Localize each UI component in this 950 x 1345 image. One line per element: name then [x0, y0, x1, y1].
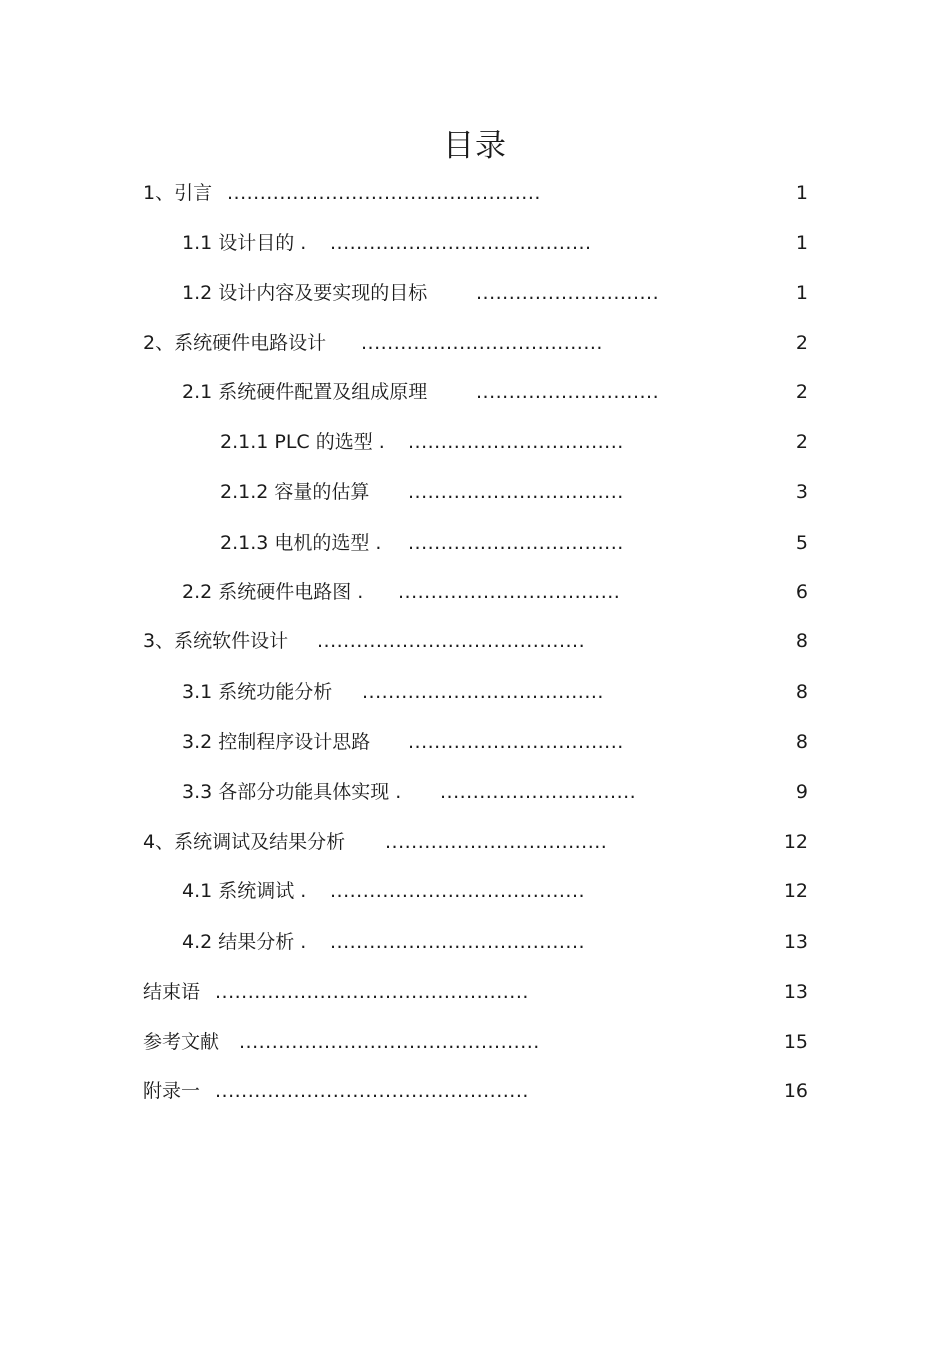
toc-entry-text: 3.3 各部分功能具体实现 . — [182, 781, 402, 803]
toc-entry-leader: ................................. — [408, 431, 624, 453]
toc-entry-page: 6 — [795, 581, 808, 603]
toc-entry-leader: ................................. — [408, 532, 624, 554]
toc-entry-text: 2.1.3 电机的选型 . — [220, 532, 382, 554]
toc-entry-leader: ............................ — [476, 282, 660, 304]
toc-entry — [182, 279, 808, 307]
toc-entry-page: 1 — [795, 232, 808, 254]
toc-entry-page: 3 — [795, 481, 808, 503]
toc-entry-leader: ............................ — [476, 381, 660, 403]
toc-entry-leader: ..................................... — [362, 681, 604, 703]
toc-entry-text: 1、引言 — [143, 182, 213, 204]
toc-entry-leader: ........................................ — [330, 232, 592, 254]
toc-entry-page: 13 — [783, 981, 808, 1003]
toc-entry-page: 8 — [795, 681, 808, 703]
toc-entry-text: 附录一 — [143, 1080, 201, 1102]
toc-entry-page: 2 — [795, 431, 808, 453]
toc-entry-page: 15 — [783, 1031, 808, 1053]
toc-entry-text: 3.1 系统功能分析 — [182, 681, 333, 703]
toc-entry-text: 4、系统调试及结果分析 — [143, 831, 346, 853]
toc-entry — [143, 1077, 808, 1105]
toc-entry-leader: .................................. — [385, 831, 608, 853]
toc-entry-leader: ................................................ — [227, 182, 541, 204]
toc-entry-page: 16 — [783, 1080, 808, 1102]
toc-entry-text: 4.2 结果分析 . — [182, 931, 307, 953]
toc-entry-page: 8 — [795, 630, 808, 652]
toc-entry-page: 12 — [783, 880, 808, 902]
toc-entry-text: 2.1.1 PLC 的选型 . — [220, 431, 385, 453]
toc-entry-page: 13 — [783, 931, 808, 953]
toc-entry-text: 4.1 系统调试 . — [182, 880, 307, 902]
toc-entry-leader: ..................................... — [361, 332, 603, 354]
toc-entry-leader: ................................. — [408, 481, 624, 503]
toc-entry-page: 12 — [783, 831, 808, 853]
toc-entry-page: 9 — [795, 781, 808, 803]
toc-entry-text: 2.2 系统硬件电路图 . — [182, 581, 364, 603]
toc-entry — [220, 478, 808, 506]
toc-entry-page: 2 — [795, 381, 808, 403]
toc-entry — [143, 329, 808, 357]
toc-entry — [143, 179, 808, 207]
toc-entry-leader: ....................................... — [330, 931, 586, 953]
toc-entry — [143, 627, 808, 655]
toc-entry — [143, 828, 808, 856]
toc-entry — [182, 928, 808, 956]
toc-entry-text: 2.1.2 容量的估算 — [220, 481, 370, 503]
toc-entry — [182, 378, 808, 406]
toc-entry-leader: ................................................ — [215, 1080, 529, 1102]
toc-entry-text: 结束语 — [143, 981, 201, 1003]
toc-entry-text: 1.1 设计目的 . — [182, 232, 307, 254]
toc-entry-leader: ................................................ — [215, 981, 529, 1003]
toc-entry-page: 5 — [795, 532, 808, 554]
toc-entry — [182, 778, 808, 806]
toc-entry-leader: .............................................. — [239, 1031, 540, 1053]
toc-entry-text: 3.2 控制程序设计思路 — [182, 731, 371, 753]
toc-entry-page: 1 — [795, 282, 808, 304]
toc-entry — [182, 728, 808, 756]
toc-title: 目录 — [443, 128, 507, 164]
toc-entry-text: 3、系统软件设计 — [143, 630, 289, 652]
toc-entry — [220, 529, 808, 557]
toc-entry-leader: ......................................... — [317, 630, 586, 652]
toc-entry-text: 2.1 系统硬件配置及组成原理 — [182, 381, 428, 403]
toc-entry-text: 1.2 设计内容及要实现的目标 — [182, 282, 428, 304]
toc-entry — [182, 578, 808, 606]
toc-entry — [182, 678, 808, 706]
toc-entry-leader: .............................. — [440, 781, 637, 803]
toc-entry — [182, 877, 808, 905]
toc-entry-page: 1 — [795, 182, 808, 204]
toc-entry — [143, 1028, 808, 1056]
toc-entry — [182, 229, 808, 257]
toc-entry-text: 2、系统硬件电路设计 — [143, 332, 327, 354]
toc-entry — [220, 428, 808, 456]
toc-entry-page: 8 — [795, 731, 808, 753]
toc-entry — [143, 978, 808, 1006]
toc-entry-leader: .................................. — [398, 581, 621, 603]
toc-entry-text: 参考文献 — [143, 1031, 220, 1053]
toc-entry-leader: ................................. — [408, 731, 624, 753]
toc-entry-page: 2 — [795, 332, 808, 354]
toc-entry-leader: ....................................... — [330, 880, 586, 902]
